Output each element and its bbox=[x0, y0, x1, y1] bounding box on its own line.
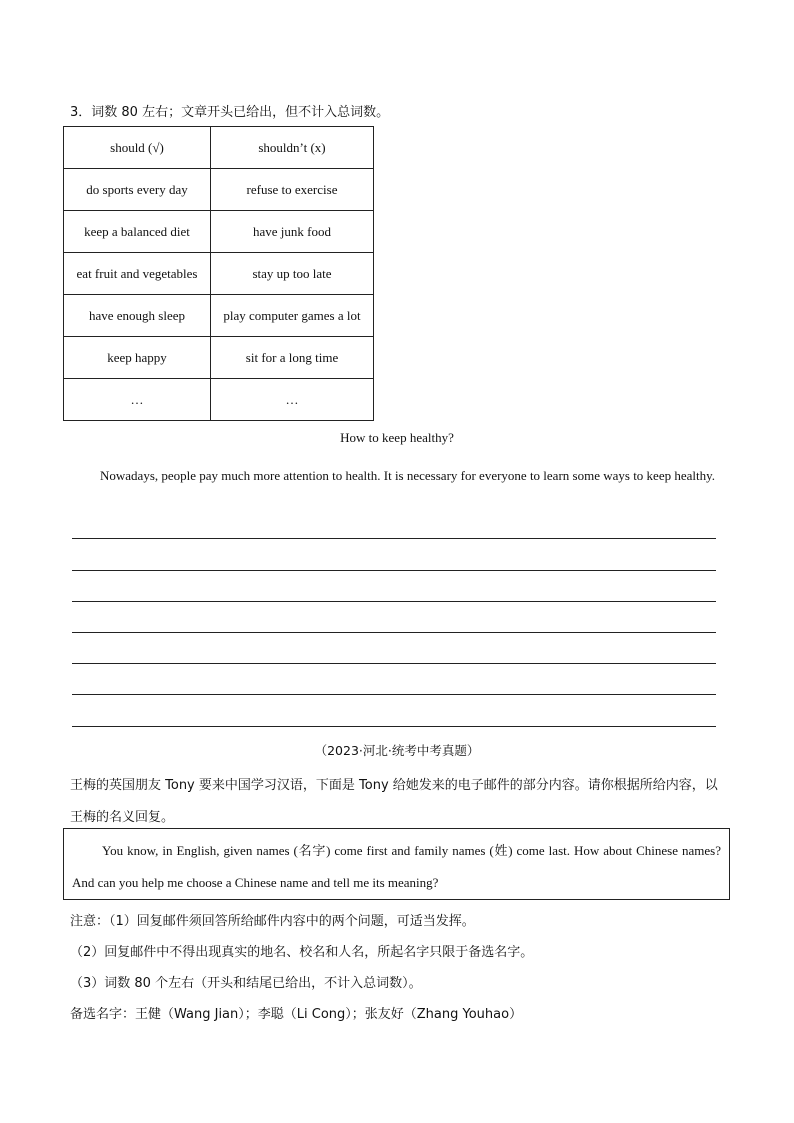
writing-line[interactable] bbox=[72, 632, 716, 633]
writing-line[interactable] bbox=[72, 726, 716, 727]
should-shouldnt-table bbox=[63, 126, 374, 421]
table-cell: play computer games a lot bbox=[211, 295, 374, 337]
table-cell: sit for a long time bbox=[211, 337, 374, 379]
table-header-should: should (√) bbox=[64, 127, 211, 169]
writing-line[interactable] bbox=[72, 538, 716, 539]
table-cell: refuse to exercise bbox=[211, 169, 374, 211]
essay-opening: Nowadays, people pay much more attention to health. It is necessary for everyone to learn some ways to keep healthy. bbox=[100, 468, 716, 483]
email-content: You know, in English, given names (名字) come first and family names (姓) come last. How about Chinese names? And can you help me choose a Chinese name and tell me its meaning? bbox=[72, 843, 721, 890]
table-cell: have enough sleep bbox=[64, 295, 211, 337]
table-cell: eat fruit and vegetables bbox=[64, 253, 211, 295]
table-row bbox=[64, 169, 374, 211]
table-cell: keep a balanced diet bbox=[64, 211, 211, 253]
writing-line[interactable] bbox=[72, 570, 716, 571]
note-line: （2）回复邮件中不得出现真实的地名、校名和人名，所起名字只限于备选名字。 bbox=[70, 945, 534, 960]
table-header-shouldnt: shouldn’t (x) bbox=[211, 127, 374, 169]
writing-requirement-3: 3．词数 80 左右；文章开头已给出，但不计入总词数。 bbox=[70, 105, 390, 120]
table-header-row bbox=[64, 127, 374, 169]
table-row bbox=[64, 211, 374, 253]
note-line: 注意：（1）回复邮件须回答所给邮件内容中的两个问题，可适当发挥。 bbox=[70, 914, 475, 929]
note-line: （3）词数 80 个左右（开头和结尾已给出，不计入总词数）。 bbox=[70, 976, 422, 991]
candidate-names: 备选名字：王健（Wang Jian）；李聪（Li Cong）；张友好（Zhang Youhao） bbox=[70, 1007, 523, 1022]
email-box bbox=[63, 828, 730, 900]
table-row bbox=[64, 379, 374, 421]
question-source: （2023·河北·统考中考真题） bbox=[314, 743, 480, 758]
question-intro: 王梅的英国朋友 Tony 要来中国学习汉语，下面是 Tony 给她发来的电子邮件的部分内容。请你根据所给内容，以王梅的名义回复。 bbox=[70, 778, 718, 825]
table-row bbox=[64, 253, 374, 295]
table-cell: … bbox=[211, 379, 374, 421]
table-cell: do sports every day bbox=[64, 169, 211, 211]
table-cell: keep happy bbox=[64, 337, 211, 379]
table-cell: … bbox=[64, 379, 211, 421]
table-row bbox=[64, 337, 374, 379]
writing-line[interactable] bbox=[72, 663, 716, 664]
writing-line[interactable] bbox=[72, 601, 716, 602]
writing-line[interactable] bbox=[72, 694, 716, 695]
essay-title: How to keep healthy? bbox=[340, 430, 454, 445]
table-cell: have junk food bbox=[211, 211, 374, 253]
table-cell: stay up too late bbox=[211, 253, 374, 295]
table-row bbox=[64, 295, 374, 337]
